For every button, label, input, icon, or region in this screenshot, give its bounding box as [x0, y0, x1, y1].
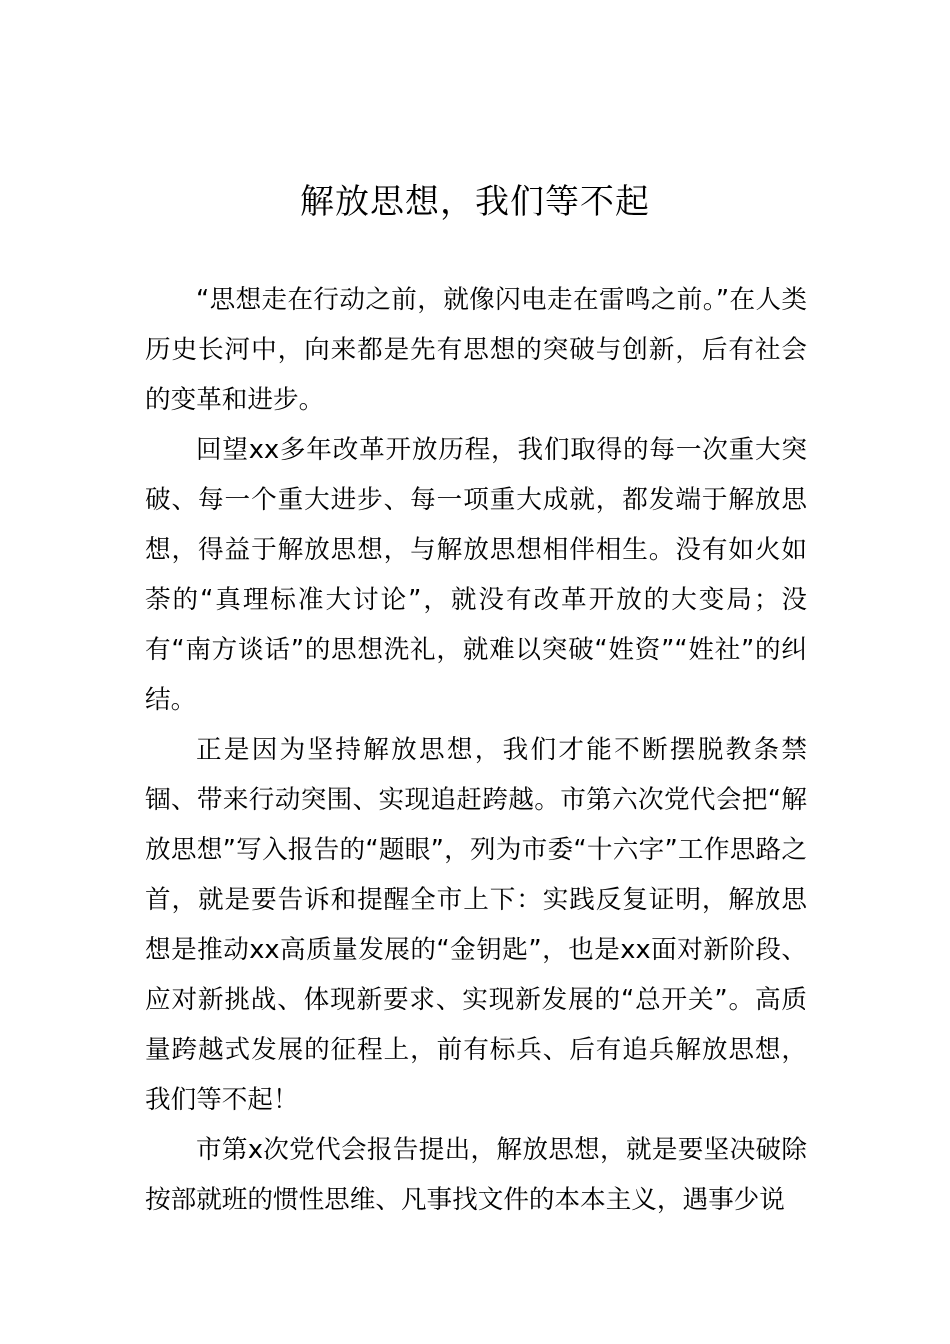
document-title: 解放思想，我们等不起	[300, 182, 650, 222]
document-body	[145, 275, 807, 1225]
paragraph-4: 市第x次党代会报告提出，解放思想，就是要坚决破除按部就班的惯性思维、凡事找文件的本本主义，遇事少说	[145, 1135, 807, 1215]
paragraph-2: 回望xx多年改革开放历程，我们取得的每一次重大突破、每一个重大进步、每一项重大成就，都发端于解放思想，得益于解放思想，与解放思想相伴相生。没有如火如荼的“真理标准大讨论”，就没有改革开放的大变局；没有“南方谈话”的思想洗礼，就难以突破“姓资”“姓社”的纠结。	[145, 435, 807, 715]
paragraph-3: 正是因为坚持解放思想，我们才能不断摆脱教条禁锢、带来行动突围、实现追赶跨越。市第六次党代会把“解放思想”写入报告的“题眼”，列为市委“十六字”工作思路之首，就是要告诉和提醒全市上下：实践反复证明，解放思想是推动xx高质量发展的“金钥匙”，也是xx面对新阶段、应对新挑战、体现新要求、实现新发展的“总开关”。高质量跨越式发展的征程上，前有标兵、后有追兵解放思想，我们等不起！	[145, 735, 807, 1115]
paragraph-1: “思想走在行动之前，就像闪电走在雷鸣之前。”在人类历史长河中，向来都是先有思想的突破与创新，后有社会的变革和进步。	[145, 285, 807, 415]
